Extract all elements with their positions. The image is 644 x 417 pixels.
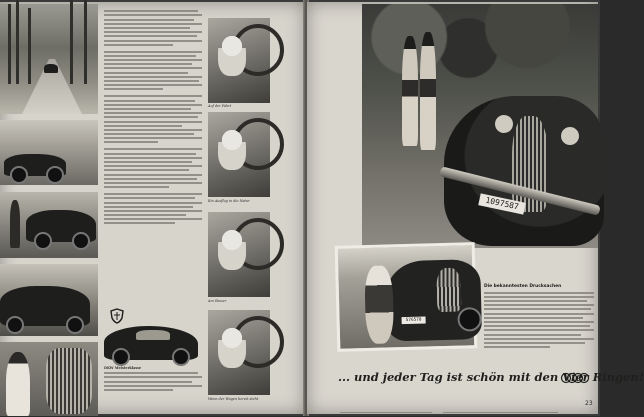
dog-in-car-photo-1	[208, 18, 270, 103]
child-with-car-photo	[0, 342, 98, 416]
women-with-car-hero-photo	[362, 4, 598, 248]
four-rings-logo-icon	[560, 372, 590, 384]
dog-in-car-photo-4	[208, 310, 270, 395]
page-number: 23	[585, 400, 593, 407]
photo-caption-4: Wenn der Wagen bereit steht	[208, 397, 259, 401]
bottom-caption-block	[104, 366, 202, 393]
convertible-car-photo	[0, 264, 98, 336]
photo-caption-1: Auf der Fahrt	[208, 104, 232, 108]
dog-in-car-photo-2	[208, 112, 270, 197]
forest-road-photo	[0, 4, 98, 114]
photo-caption-3: Am Steuer	[208, 299, 227, 303]
right-page-footer	[340, 398, 570, 417]
car-with-man-photo	[0, 192, 98, 258]
car-landscape-photo	[0, 120, 98, 185]
brochure-text-block	[484, 284, 594, 350]
hero-license-plate: 1097587	[478, 193, 525, 214]
brochure-heading: Die bekanntesten Drucksachen	[484, 284, 562, 289]
photo-license-plate: 576578	[402, 316, 426, 324]
woman-seated-by-car-photo	[335, 242, 478, 352]
advertising-slogan: ... und jeder Tag ist schön mit den Vier Ringen!	[338, 370, 644, 384]
left-page	[0, 2, 305, 414]
dog-in-car-photo-3	[208, 212, 270, 297]
sedan-illustration	[104, 320, 202, 364]
bottom-caption: DKW Meisterklasse	[104, 366, 142, 370]
photo-caption-2: Ein Ausflug in die Natur	[208, 199, 250, 203]
